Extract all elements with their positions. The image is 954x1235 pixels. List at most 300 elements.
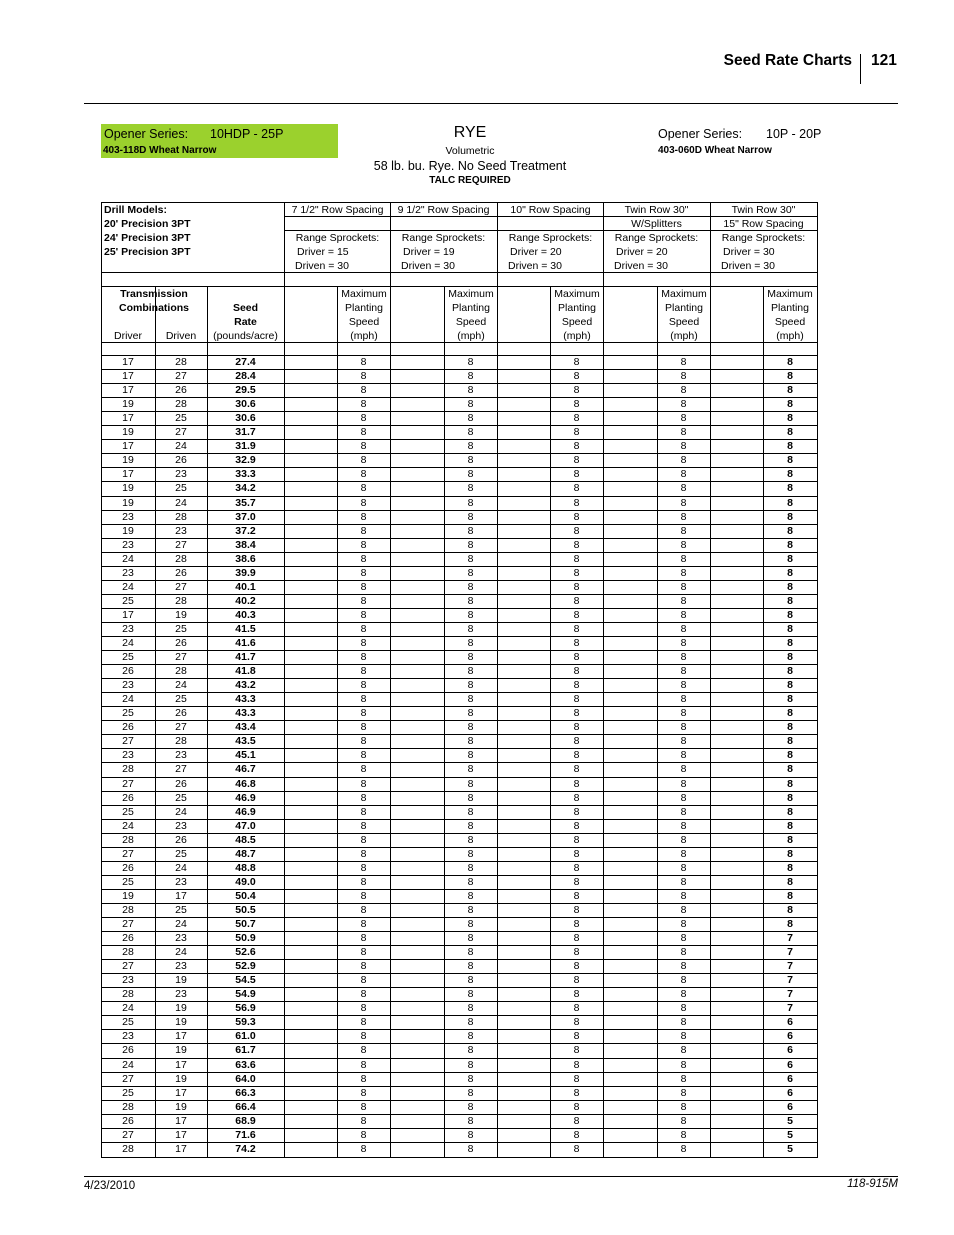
row-driven: 17 xyxy=(175,1129,187,1141)
row-speed: 8 xyxy=(360,792,367,804)
row-speed: 8 xyxy=(787,398,793,410)
row-driver: 28 xyxy=(122,1143,134,1155)
row-driver: 26 xyxy=(122,1044,134,1056)
row-seed-rate: 41.7 xyxy=(235,651,256,663)
row-driver: 27 xyxy=(122,848,134,860)
max-speed-header: Maximum xyxy=(554,288,600,300)
row-speed: 8 xyxy=(360,454,367,466)
row-speed: 8 xyxy=(467,539,474,551)
row-speed: 8 xyxy=(467,735,474,747)
row-speed: 8 xyxy=(787,890,793,902)
driver-sprocket-value: Driver = 19 xyxy=(403,246,455,258)
row-seed-rate: 43.2 xyxy=(235,679,256,691)
row-speed: 8 xyxy=(360,806,367,818)
row-speed: 8 xyxy=(787,497,793,509)
row-speed: 8 xyxy=(467,763,474,775)
row-driver: 25 xyxy=(122,595,134,607)
row-speed: 6 xyxy=(787,1059,793,1071)
row-seed-rate: 43.3 xyxy=(235,707,256,719)
row-speed: 8 xyxy=(573,1059,580,1071)
row-speed: 8 xyxy=(573,595,580,607)
row-seed-rate: 48.5 xyxy=(235,834,256,846)
row-speed: 8 xyxy=(573,553,580,565)
row-driven: 19 xyxy=(175,609,187,621)
row-speed: 8 xyxy=(573,637,580,649)
row-driver: 26 xyxy=(122,932,134,944)
row-seed-rate: 30.6 xyxy=(235,398,256,410)
row-driver: 24 xyxy=(122,637,134,649)
row-speed: 8 xyxy=(467,918,474,930)
row-speed: 8 xyxy=(467,876,474,888)
row-speed: 8 xyxy=(573,1030,580,1042)
row-speed: 8 xyxy=(467,412,474,424)
driver-header: Driver xyxy=(114,330,142,342)
driven-sprocket-value: Driven = 30 xyxy=(401,260,455,272)
driver-sprocket-value: Driver = 30 xyxy=(723,246,775,258)
row-speed: 8 xyxy=(360,356,367,368)
row-driven: 19 xyxy=(175,1016,187,1028)
row-speed: 8 xyxy=(360,623,367,635)
row-driver: 28 xyxy=(122,946,134,958)
row-seed-rate: 28.4 xyxy=(235,370,256,382)
row-speed: 8 xyxy=(360,778,367,790)
row-speed: 8 xyxy=(573,778,580,790)
row-speed: 8 xyxy=(573,497,580,509)
row-speed: 8 xyxy=(573,1073,580,1085)
row-driven: 19 xyxy=(175,1044,187,1056)
row-speed: 5 xyxy=(787,1129,793,1141)
row-speed: 5 xyxy=(787,1115,793,1127)
row-driver: 26 xyxy=(122,665,134,677)
row-driven: 27 xyxy=(175,651,187,663)
row-driven: 28 xyxy=(175,595,187,607)
row-driver: 27 xyxy=(122,960,134,972)
max-speed-header: Planting xyxy=(558,302,596,314)
left-opener-part: 403-118D Wheat Narrow xyxy=(103,145,217,156)
row-speed: 8 xyxy=(467,581,474,593)
row-speed: 8 xyxy=(680,454,687,466)
row-driven: 25 xyxy=(175,904,187,916)
row-speed: 8 xyxy=(467,609,474,621)
row-speed: 8 xyxy=(680,1016,687,1028)
right-opener-part: 403-060D Wheat Narrow xyxy=(658,145,772,156)
row-driver: 19 xyxy=(122,454,134,466)
row-driven: 27 xyxy=(175,370,187,382)
row-speed: 8 xyxy=(680,848,687,860)
range-sprockets-label: Range Sprockets: xyxy=(721,232,806,244)
row-speed: 8 xyxy=(787,468,793,480)
row-speed: 8 xyxy=(573,876,580,888)
row-speed: 8 xyxy=(467,1115,474,1127)
row-speed: 8 xyxy=(467,1073,474,1085)
drill-model-item: 20' Precision 3PT xyxy=(104,218,191,230)
row-speed: 8 xyxy=(573,665,580,677)
row-speed: 8 xyxy=(360,1115,367,1127)
row-speed: 8 xyxy=(573,1016,580,1028)
row-driven: 24 xyxy=(175,946,187,958)
row-speed: 8 xyxy=(680,356,687,368)
row-speed: 8 xyxy=(467,454,474,466)
row-speed: 8 xyxy=(573,1002,580,1014)
row-speed: 8 xyxy=(360,398,367,410)
row-driver: 23 xyxy=(122,749,134,761)
row-speed: 8 xyxy=(467,665,474,677)
row-speed: 8 xyxy=(680,679,687,691)
row-speed: 8 xyxy=(360,525,367,537)
row-seed-rate: 52.6 xyxy=(235,946,256,958)
row-seed-rate: 31.7 xyxy=(235,426,256,438)
row-speed: 8 xyxy=(680,370,687,382)
row-speed: 8 xyxy=(680,623,687,635)
row-driver: 25 xyxy=(122,1016,134,1028)
row-speed: 8 xyxy=(787,707,793,719)
row-speed: 8 xyxy=(467,1016,474,1028)
row-speed: 7 xyxy=(787,960,793,972)
row-speed: 8 xyxy=(680,511,687,523)
row-seed-rate: 47.0 xyxy=(235,820,256,832)
range-sprockets-label: Range Sprockets: xyxy=(508,232,593,244)
row-driver: 25 xyxy=(122,707,134,719)
row-speed: 8 xyxy=(680,1002,687,1014)
row-speed: 8 xyxy=(680,553,687,565)
row-driven: 27 xyxy=(175,763,187,775)
row-speed: 8 xyxy=(573,988,580,1000)
row-speed: 8 xyxy=(573,511,580,523)
row-speed: 8 xyxy=(467,497,474,509)
row-driven: 24 xyxy=(175,918,187,930)
row-speed: 8 xyxy=(573,370,580,382)
row-speed: 8 xyxy=(680,1143,687,1155)
row-driver: 23 xyxy=(122,679,134,691)
row-driver: 28 xyxy=(122,988,134,1000)
footer-doc-number: 118-915M xyxy=(847,1178,898,1190)
row-speed: 8 xyxy=(467,1087,474,1099)
row-driven: 23 xyxy=(175,749,187,761)
row-speed: 8 xyxy=(787,595,793,607)
row-driven: 23 xyxy=(175,988,187,1000)
row-speed: 8 xyxy=(360,1059,367,1071)
row-seed-rate: 32.9 xyxy=(235,454,256,466)
row-speed: 8 xyxy=(680,651,687,663)
row-driver: 26 xyxy=(122,1115,134,1127)
row-speed: 8 xyxy=(573,623,580,635)
row-speed: 8 xyxy=(787,862,793,874)
section-title: Seed Rate Charts xyxy=(723,52,852,69)
row-speed: 8 xyxy=(573,735,580,747)
row-driver: 19 xyxy=(122,497,134,509)
row-driven: 17 xyxy=(175,1087,187,1099)
row-speed: 8 xyxy=(787,637,793,649)
row-speed: 8 xyxy=(787,525,793,537)
row-speed: 8 xyxy=(787,693,793,705)
row-speed: 8 xyxy=(573,834,580,846)
row-speed: 8 xyxy=(360,679,367,691)
max-speed-header: Maximum xyxy=(767,288,813,300)
row-driven: 28 xyxy=(175,511,187,523)
row-driver: 19 xyxy=(122,398,134,410)
row-speed: 8 xyxy=(467,988,474,1000)
row-speed: 8 xyxy=(360,384,367,396)
row-speed: 8 xyxy=(360,918,367,930)
row-speed: 8 xyxy=(467,1030,474,1042)
row-speed: 8 xyxy=(680,1030,687,1042)
row-seed-rate: 40.3 xyxy=(235,609,256,621)
max-speed-header: Planting xyxy=(345,302,383,314)
row-driven: 25 xyxy=(175,412,187,424)
row-speed: 8 xyxy=(467,1044,474,1056)
row-speed: 8 xyxy=(680,707,687,719)
range-sprockets-label: Range Sprockets: xyxy=(295,232,380,244)
row-seed-rate: 74.2 xyxy=(235,1143,256,1155)
row-speed: 8 xyxy=(467,806,474,818)
row-driven: 27 xyxy=(175,721,187,733)
row-speed: 8 xyxy=(467,426,474,438)
row-driven: 28 xyxy=(175,735,187,747)
row-speed: 8 xyxy=(573,848,580,860)
max-speed-header: Speed xyxy=(668,316,700,328)
row-speed: 8 xyxy=(360,651,367,663)
row-speed: 8 xyxy=(573,862,580,874)
row-speed: 8 xyxy=(360,707,367,719)
row-seed-rate: 66.4 xyxy=(235,1101,256,1113)
row-driven: 17 xyxy=(175,1115,187,1127)
talc-note: TALC REQUIRED xyxy=(429,175,511,186)
row-driver: 19 xyxy=(122,525,134,537)
row-speed: 8 xyxy=(573,763,580,775)
row-speed: 8 xyxy=(467,890,474,902)
row-speed: 8 xyxy=(467,848,474,860)
row-driven: 24 xyxy=(175,862,187,874)
max-speed-header: Speed xyxy=(348,316,380,328)
row-speed: 8 xyxy=(680,1073,687,1085)
table-border-right xyxy=(817,202,818,1158)
row-driver: 27 xyxy=(122,778,134,790)
row-speed: 8 xyxy=(360,1129,367,1141)
row-driver: 24 xyxy=(122,693,134,705)
row-speed: 8 xyxy=(360,946,367,958)
row-seed-rate: 43.3 xyxy=(235,693,256,705)
row-speed: 8 xyxy=(680,721,687,733)
row-seed-rate: 41.8 xyxy=(235,665,256,677)
row-driver: 28 xyxy=(122,834,134,846)
row-speed: 8 xyxy=(467,1143,474,1155)
row-speed: 8 xyxy=(787,749,793,761)
row-speed: 8 xyxy=(360,553,367,565)
row-speed: 8 xyxy=(573,820,580,832)
row-seed-rate: 41.6 xyxy=(235,637,256,649)
range-sprockets-label: Range Sprockets: xyxy=(614,232,699,244)
row-speed: 8 xyxy=(467,468,474,480)
row-seed-rate: 52.9 xyxy=(235,960,256,972)
row-driven: 25 xyxy=(175,792,187,804)
table-border-bottom xyxy=(101,1157,817,1158)
row-driver: 19 xyxy=(122,890,134,902)
row-driver: 28 xyxy=(122,904,134,916)
row-speed: 8 xyxy=(573,932,580,944)
row-seed-rate: 54.9 xyxy=(235,988,256,1000)
row-speed: 8 xyxy=(787,623,793,635)
row-speed: 8 xyxy=(680,581,687,593)
row-speed: 8 xyxy=(680,595,687,607)
row-speed: 8 xyxy=(360,440,367,452)
page-number: 121 xyxy=(871,52,897,69)
row-speed: 8 xyxy=(787,356,793,368)
row-speed: 8 xyxy=(680,820,687,832)
row-speed: 8 xyxy=(680,637,687,649)
row-speed: 8 xyxy=(360,721,367,733)
row-speed: 8 xyxy=(787,651,793,663)
row-speed: 8 xyxy=(467,1129,474,1141)
row-speed: 8 xyxy=(787,876,793,888)
max-speed-header: Maximum xyxy=(448,288,494,300)
row-speed: 8 xyxy=(787,665,793,677)
row-seed-rate: 34.2 xyxy=(235,482,256,494)
row-speed: 8 xyxy=(787,721,793,733)
row-driven: 17 xyxy=(175,1143,187,1155)
row-speed: 8 xyxy=(573,454,580,466)
row-speed: 8 xyxy=(360,1143,367,1155)
row-driver: 17 xyxy=(122,370,134,382)
row-speed: 8 xyxy=(467,721,474,733)
left-opener-value: 10HDP - 25P xyxy=(210,127,284,141)
row-speed: 8 xyxy=(467,637,474,649)
row-seed-rate: 54.5 xyxy=(235,974,256,986)
row-speed: 8 xyxy=(360,370,367,382)
row-speed: 8 xyxy=(467,553,474,565)
row-speed: 8 xyxy=(360,468,367,480)
row-speed: 8 xyxy=(680,525,687,537)
footer-rule xyxy=(84,1176,898,1177)
row-driver: 25 xyxy=(122,876,134,888)
row-driven: 24 xyxy=(175,679,187,691)
row-driven: 17 xyxy=(175,1059,187,1071)
row-speed: 8 xyxy=(787,904,793,916)
row-speed: 8 xyxy=(680,763,687,775)
row-seed-rate: 49.0 xyxy=(235,876,256,888)
row-speed: 8 xyxy=(467,834,474,846)
row-speed: 8 xyxy=(467,679,474,691)
row-speed: 8 xyxy=(360,412,367,424)
row-seed-rate: 66.3 xyxy=(235,1087,256,1099)
row-speed: 8 xyxy=(360,1016,367,1028)
row-speed: 8 xyxy=(787,834,793,846)
row-speed: 8 xyxy=(360,693,367,705)
row-speed: 8 xyxy=(680,834,687,846)
row-speed: 8 xyxy=(680,1087,687,1099)
row-speed: 8 xyxy=(573,426,580,438)
row-speed: 8 xyxy=(573,960,580,972)
row-speed: 6 xyxy=(787,1101,793,1113)
seed-rate-header: Rate xyxy=(234,316,257,328)
row-speed: 8 xyxy=(680,792,687,804)
row-speed: 6 xyxy=(787,1087,793,1099)
row-driver: 17 xyxy=(122,609,134,621)
row-speed: 7 xyxy=(787,946,793,958)
row-driven: 23 xyxy=(175,876,187,888)
row-speed: 8 xyxy=(573,806,580,818)
row-driven: 19 xyxy=(175,974,187,986)
row-driven: 26 xyxy=(175,778,187,790)
row-driven: 27 xyxy=(175,539,187,551)
row-speed: 8 xyxy=(360,426,367,438)
row-seed-rate: 37.0 xyxy=(235,511,256,523)
row-speed: 8 xyxy=(787,482,793,494)
row-seed-rate: 29.5 xyxy=(235,384,256,396)
row-speed: 8 xyxy=(573,1087,580,1099)
row-driver: 24 xyxy=(122,581,134,593)
row-speed: 8 xyxy=(467,1059,474,1071)
row-driver: 27 xyxy=(122,735,134,747)
row-speed: 8 xyxy=(787,679,793,691)
row-speed: 8 xyxy=(680,426,687,438)
row-speed: 8 xyxy=(467,862,474,874)
row-speed: 8 xyxy=(467,651,474,663)
drill-model-item: 25' Precision 3PT xyxy=(104,246,191,258)
row-driven: 28 xyxy=(175,398,187,410)
max-speed-header: Planting xyxy=(665,302,703,314)
row-speed: 8 xyxy=(467,525,474,537)
row-speed: 8 xyxy=(360,581,367,593)
row-speed: 7 xyxy=(787,988,793,1000)
transmission-header: Transmission xyxy=(120,288,188,300)
row-speed: 8 xyxy=(680,974,687,986)
row-speed: 8 xyxy=(787,735,793,747)
row-speed: 8 xyxy=(573,1115,580,1127)
row-driver: 24 xyxy=(122,820,134,832)
row-speed: 6 xyxy=(787,1044,793,1056)
table-col-rule xyxy=(390,286,391,1157)
row-speed: 8 xyxy=(467,974,474,986)
row-speed: 6 xyxy=(787,1030,793,1042)
row-speed: 8 xyxy=(360,974,367,986)
row-speed: 8 xyxy=(573,974,580,986)
row-seed-rate: 48.7 xyxy=(235,848,256,860)
row-speed: 8 xyxy=(360,932,367,944)
max-speed-header: Speed xyxy=(774,316,806,328)
row-speed: 8 xyxy=(787,370,793,382)
seed-description: 58 lb. bu. Rye. No Seed Treatment xyxy=(373,159,567,173)
table-col-rule xyxy=(710,286,711,1157)
row-driver: 25 xyxy=(122,651,134,663)
row-seed-rate: 45.1 xyxy=(235,749,256,761)
row-speed: 8 xyxy=(360,735,367,747)
row-speed: 8 xyxy=(360,876,367,888)
max-speed-header: Speed xyxy=(455,316,487,328)
row-speed: 8 xyxy=(360,1087,367,1099)
row-driven: 25 xyxy=(175,693,187,705)
row-speed: 8 xyxy=(573,539,580,551)
row-driven: 25 xyxy=(175,623,187,635)
row-speed: 8 xyxy=(573,946,580,958)
row-driven: 23 xyxy=(175,820,187,832)
row-speed: 8 xyxy=(360,539,367,551)
row-speed: 8 xyxy=(680,1101,687,1113)
row-speed: 8 xyxy=(360,1030,367,1042)
max-speed-header: (mph) xyxy=(563,330,591,342)
row-speed: 8 xyxy=(467,749,474,761)
row-speed: 8 xyxy=(573,356,580,368)
row-speed: 8 xyxy=(360,637,367,649)
row-speed: 8 xyxy=(680,384,687,396)
row-speed: 8 xyxy=(360,988,367,1000)
row-driver: 23 xyxy=(122,974,134,986)
row-speed: 8 xyxy=(573,693,580,705)
row-driver: 23 xyxy=(122,1030,134,1042)
driver-sprocket-value: Driver = 20 xyxy=(616,246,668,258)
row-speed: 8 xyxy=(573,651,580,663)
row-speed: 8 xyxy=(467,567,474,579)
row-driven: 26 xyxy=(175,567,187,579)
